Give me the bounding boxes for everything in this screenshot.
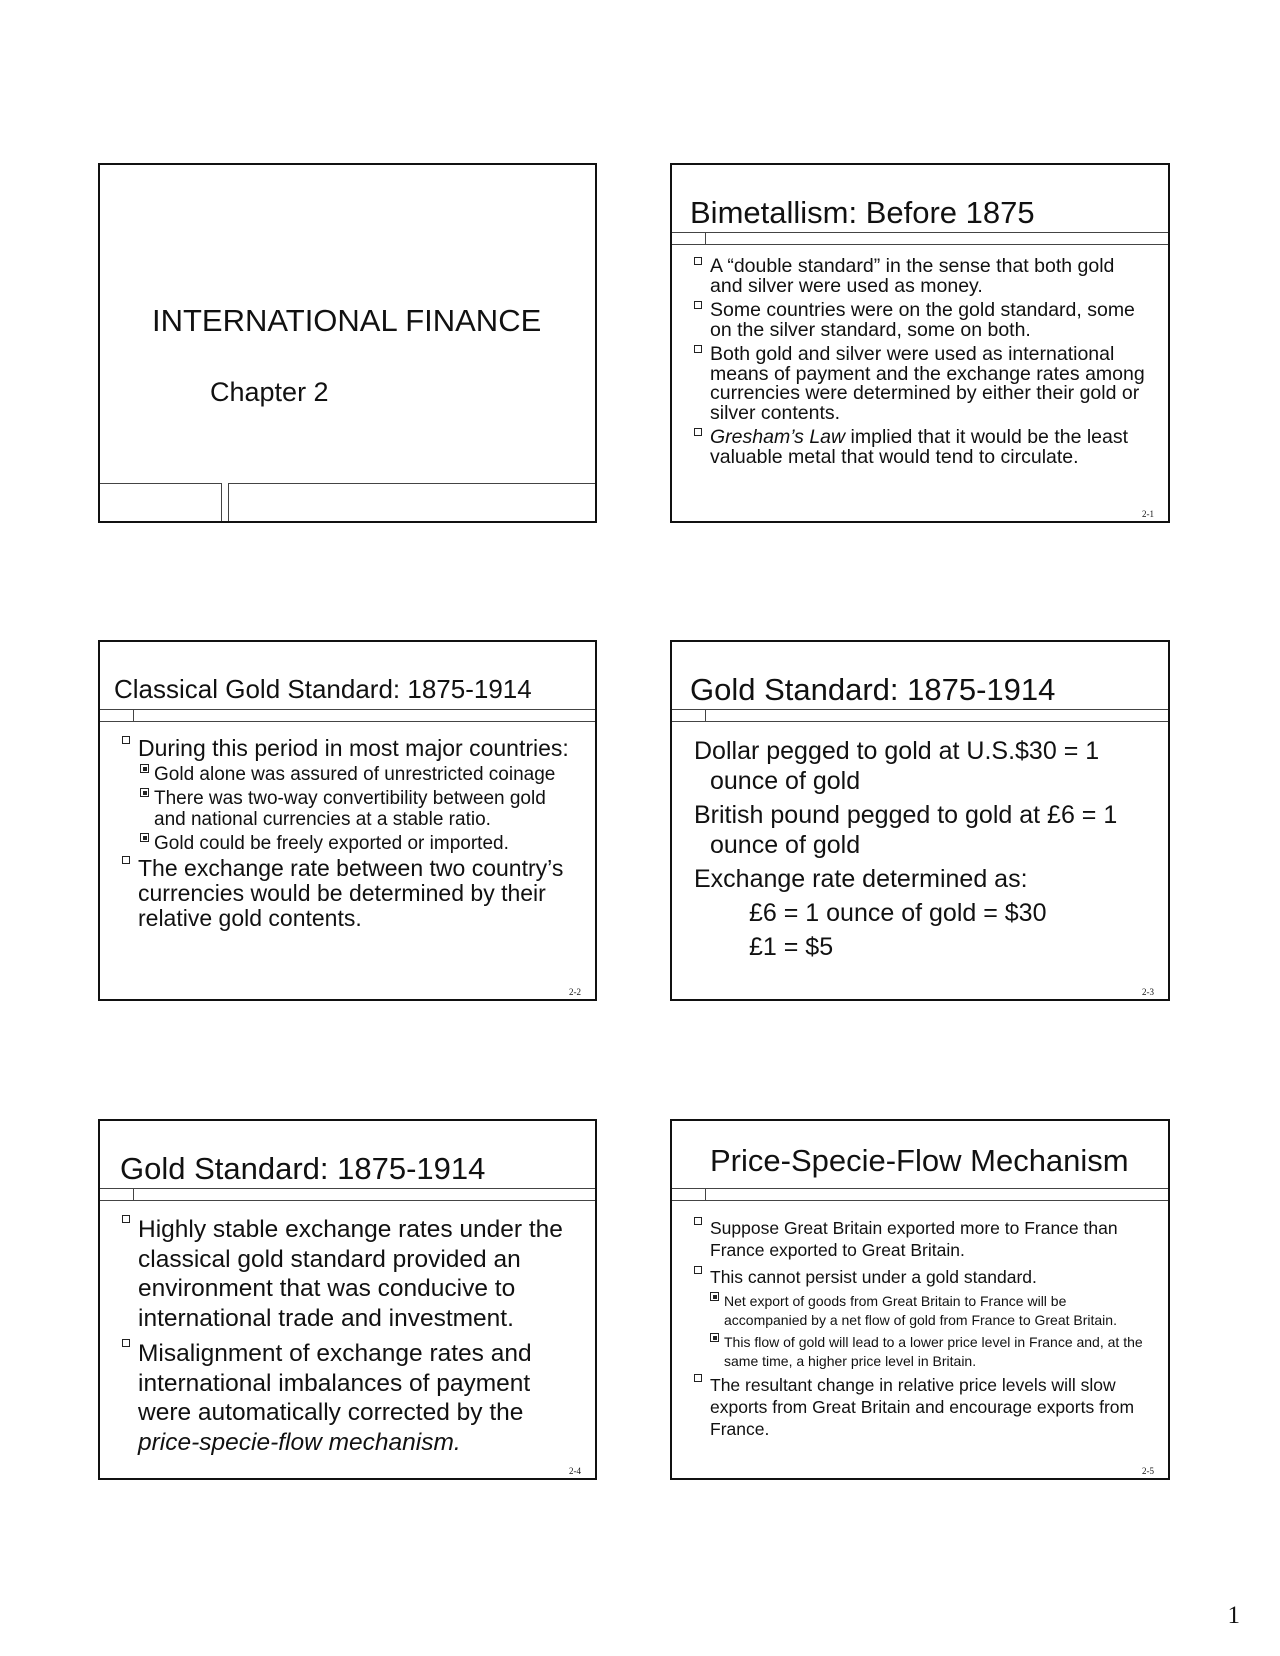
slide-price-specie-flow bbox=[670, 1119, 1170, 1480]
bullet: The resultant change in relative price levels will slow exports from Great Britain and encourage exports from France. bbox=[692, 1374, 1152, 1440]
slide-number: 2-2 bbox=[569, 987, 581, 997]
slide-number: 2-1 bbox=[1142, 509, 1154, 519]
bullet: Gresham’s Law implied that it would be the least valuable metal that would tend to circulate. bbox=[692, 428, 1152, 467]
slide-price-specie-flow-title: Price-Specie-Flow Mechanism bbox=[710, 1143, 1129, 1178]
title-rule bbox=[672, 709, 1168, 722]
slide-title bbox=[98, 163, 597, 523]
slide-classical-gold-title: Classical Gold Standard: 1875-1914 bbox=[114, 674, 532, 704]
slide-price-specie-flow-bullets bbox=[692, 1217, 1152, 1440]
slide-bimetallism-title: Bimetallism: Before 1875 bbox=[690, 195, 1035, 230]
slide-gold-standard-stability-title: Gold Standard: 1875-1914 bbox=[120, 1151, 486, 1186]
slide-title-heading: INTERNATIONAL FINANCE bbox=[152, 303, 542, 338]
slide-gold-standard-stability-bullets bbox=[120, 1215, 579, 1457]
bullet: Misalignment of exchange rates and international imbalances of payment were automatically corrected by the price-specie-flow mechanism. bbox=[120, 1339, 579, 1457]
bullet: Both gold and silver were used as international means of payment and the exchange rates among currencies were determined by either their gold or silver contents. bbox=[692, 345, 1152, 423]
text-line: British pound pegged to gold at £6 = 1 ounce of gold bbox=[694, 801, 1118, 859]
equation: £1 = $5 bbox=[749, 933, 834, 961]
slide-gold-standard-pegs-body bbox=[694, 736, 1128, 962]
slide-gold-standard-stability bbox=[98, 1119, 597, 1480]
sub-bullet: Net export of goods from Great Britain to France will be accompanied by a net flow of gold from France to Great Britain. bbox=[710, 1292, 1152, 1329]
equation: £6 = 1 ounce of gold = $30 bbox=[749, 899, 1047, 927]
bullet: This cannot persist under a gold standard. Net export of goods from Great Britain to France will be accompanied by a net flow of gold from France to Great Britain. This flow of gold will lead to a lower price level in France and, at the same time, a higher price level in Britain. bbox=[692, 1266, 1152, 1370]
slide-number: 2-5 bbox=[1142, 1466, 1154, 1476]
slide-gold-standard-pegs bbox=[670, 640, 1170, 1001]
bullet: Some countries were on the gold standard, some on the silver standard, some on both. bbox=[692, 301, 1152, 340]
slide-number: 2-3 bbox=[1142, 987, 1154, 997]
sub-bullet: There was two-way convertibility between gold and national currencies at a stable ratio. bbox=[140, 788, 579, 830]
text-line: Dollar pegged to gold at U.S.$30 = 1 ounce of gold bbox=[694, 737, 1100, 795]
bullet: During this period in most major countries: Gold alone was assured of unrestricted coinage There was two-way convertibility between gold and national currencies at a stable ratio. Gold could be freely exported or imported. bbox=[120, 736, 579, 854]
page-number: 1 bbox=[1227, 1602, 1240, 1629]
title-rule bbox=[672, 1188, 1168, 1201]
bullet: A “double standard” in the sense that both gold and silver were used as money. bbox=[692, 257, 1152, 296]
text-line: Exchange rate determined as: bbox=[694, 865, 1028, 893]
slide-bimetallism-bullets bbox=[692, 257, 1152, 467]
slide-number: 2-4 bbox=[569, 1466, 581, 1476]
title-rule bbox=[100, 1188, 595, 1201]
title-rule bbox=[100, 709, 595, 722]
title-rule bbox=[672, 232, 1168, 245]
slide-title-subtitle: Chapter 2 bbox=[210, 377, 329, 407]
slide-bimetallism bbox=[670, 163, 1170, 523]
slide-classical-gold bbox=[98, 640, 597, 1001]
sub-bullet: Gold alone was assured of unrestricted coinage bbox=[140, 764, 579, 785]
bullet: Suppose Great Britain exported more to France than France exported to Great Britain. bbox=[692, 1217, 1152, 1261]
title-footer-box-left bbox=[100, 483, 222, 523]
bullet: Highly stable exchange rates under the classical gold standard provided an environment that was conducive to international trade and investment. bbox=[120, 1215, 579, 1333]
sub-bullet: Gold could be freely exported or imported. bbox=[140, 833, 579, 854]
bullet: The exchange rate between two country’s currencies would be determined by their relative gold contents. bbox=[120, 856, 579, 931]
slide-classical-gold-bullets bbox=[120, 736, 579, 931]
slide-gold-standard-pegs-title: Gold Standard: 1875-1914 bbox=[690, 672, 1056, 707]
sub-bullet: This flow of gold will lead to a lower price level in France and, at the same time, a higher price level in Britain. bbox=[710, 1333, 1152, 1370]
title-footer-box-right bbox=[228, 483, 595, 523]
